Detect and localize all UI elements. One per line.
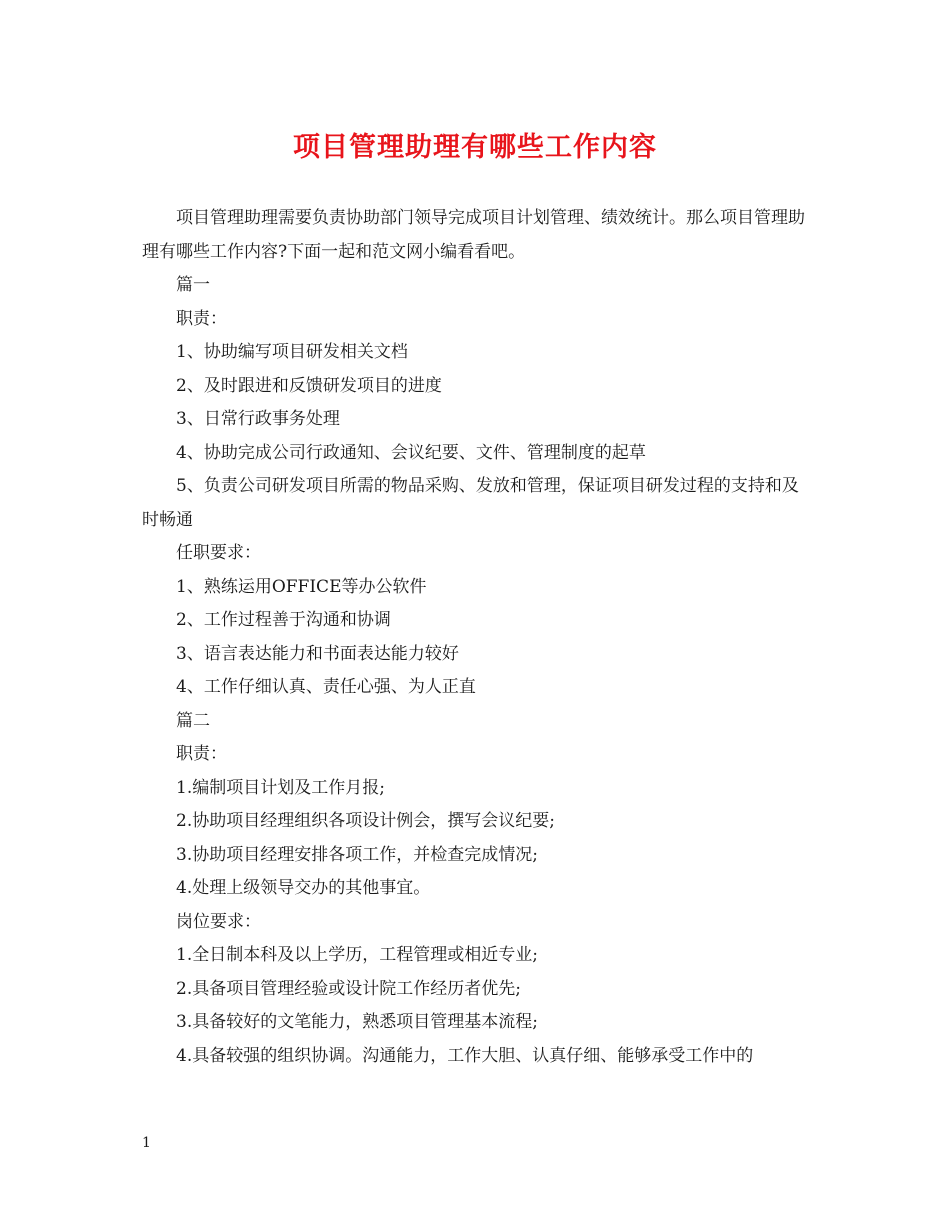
requirement-item: 3、语言表达能力和书面表达能力较好 bbox=[176, 643, 459, 664]
requirement-item: 2、工作过程善于沟通和协调 bbox=[176, 610, 391, 630]
duty-item: 5、负责公司研发项目所需的物品采购、发放和管理，保证项目研发过程的支持和及时畅通 bbox=[142, 476, 799, 530]
requirement-item: 4、工作仔细认真、责任心强、为人正直 bbox=[176, 677, 476, 697]
duty-item: 2、及时跟进和反馈研发项目的进度 bbox=[176, 375, 442, 396]
duty-item: 4.处理上级领导交办的其他事宜。 bbox=[176, 878, 431, 898]
duty-item: 1、协助编写项目研发相关文档 bbox=[176, 342, 408, 362]
duties-heading: 职责： bbox=[176, 308, 227, 329]
duty-item: 2.协助项目经理组织各项设计例会，撰写会议纪要; bbox=[176, 811, 555, 831]
requirement-item: 2.具备项目管理经验或设计院工作经历者优先; bbox=[176, 978, 521, 999]
requirement-item: 1、熟练运用OFFICE等办公软件 bbox=[176, 576, 427, 597]
intro-paragraph: 项目管理助理需要负责协助部门领导完成项目计划管理、绩效统计。那么项目管理助理有哪些工作内容?下面一起和范文网小编看看吧。 bbox=[142, 208, 805, 262]
requirement-item: 4.具备较强的组织协调。沟通能力，工作大胆、认真仔细、能够承受工作中的 bbox=[176, 1045, 754, 1066]
duties-heading: 职责： bbox=[176, 744, 227, 764]
document-body bbox=[142, 202, 812, 1073]
requirement-item: 3.具备较好的文笔能力，熟悉项目管理基本流程; bbox=[176, 1012, 538, 1032]
duty-item: 4、协助完成公司行政通知、会议纪要、文件、管理制度的起草 bbox=[176, 442, 646, 463]
requirements-heading: 任职要求： bbox=[176, 543, 261, 563]
requirement-item: 1.全日制本科及以上学历，工程管理或相近专业; bbox=[176, 945, 538, 965]
duty-item: 1.编制项目计划及工作月报; bbox=[176, 777, 385, 798]
page-number: 1 bbox=[142, 1135, 151, 1151]
document-title: 项目管理助理有哪些工作内容 bbox=[293, 132, 657, 163]
section-heading-part-one: 篇一 bbox=[176, 275, 210, 295]
position-requirements-heading: 岗位要求： bbox=[176, 911, 261, 932]
duty-item: 3.协助项目经理安排各项工作，并检查完成情况; bbox=[176, 844, 538, 865]
section-heading-part-two: 篇二 bbox=[176, 710, 210, 731]
duty-item: 3、日常行政事务处理 bbox=[176, 409, 340, 429]
